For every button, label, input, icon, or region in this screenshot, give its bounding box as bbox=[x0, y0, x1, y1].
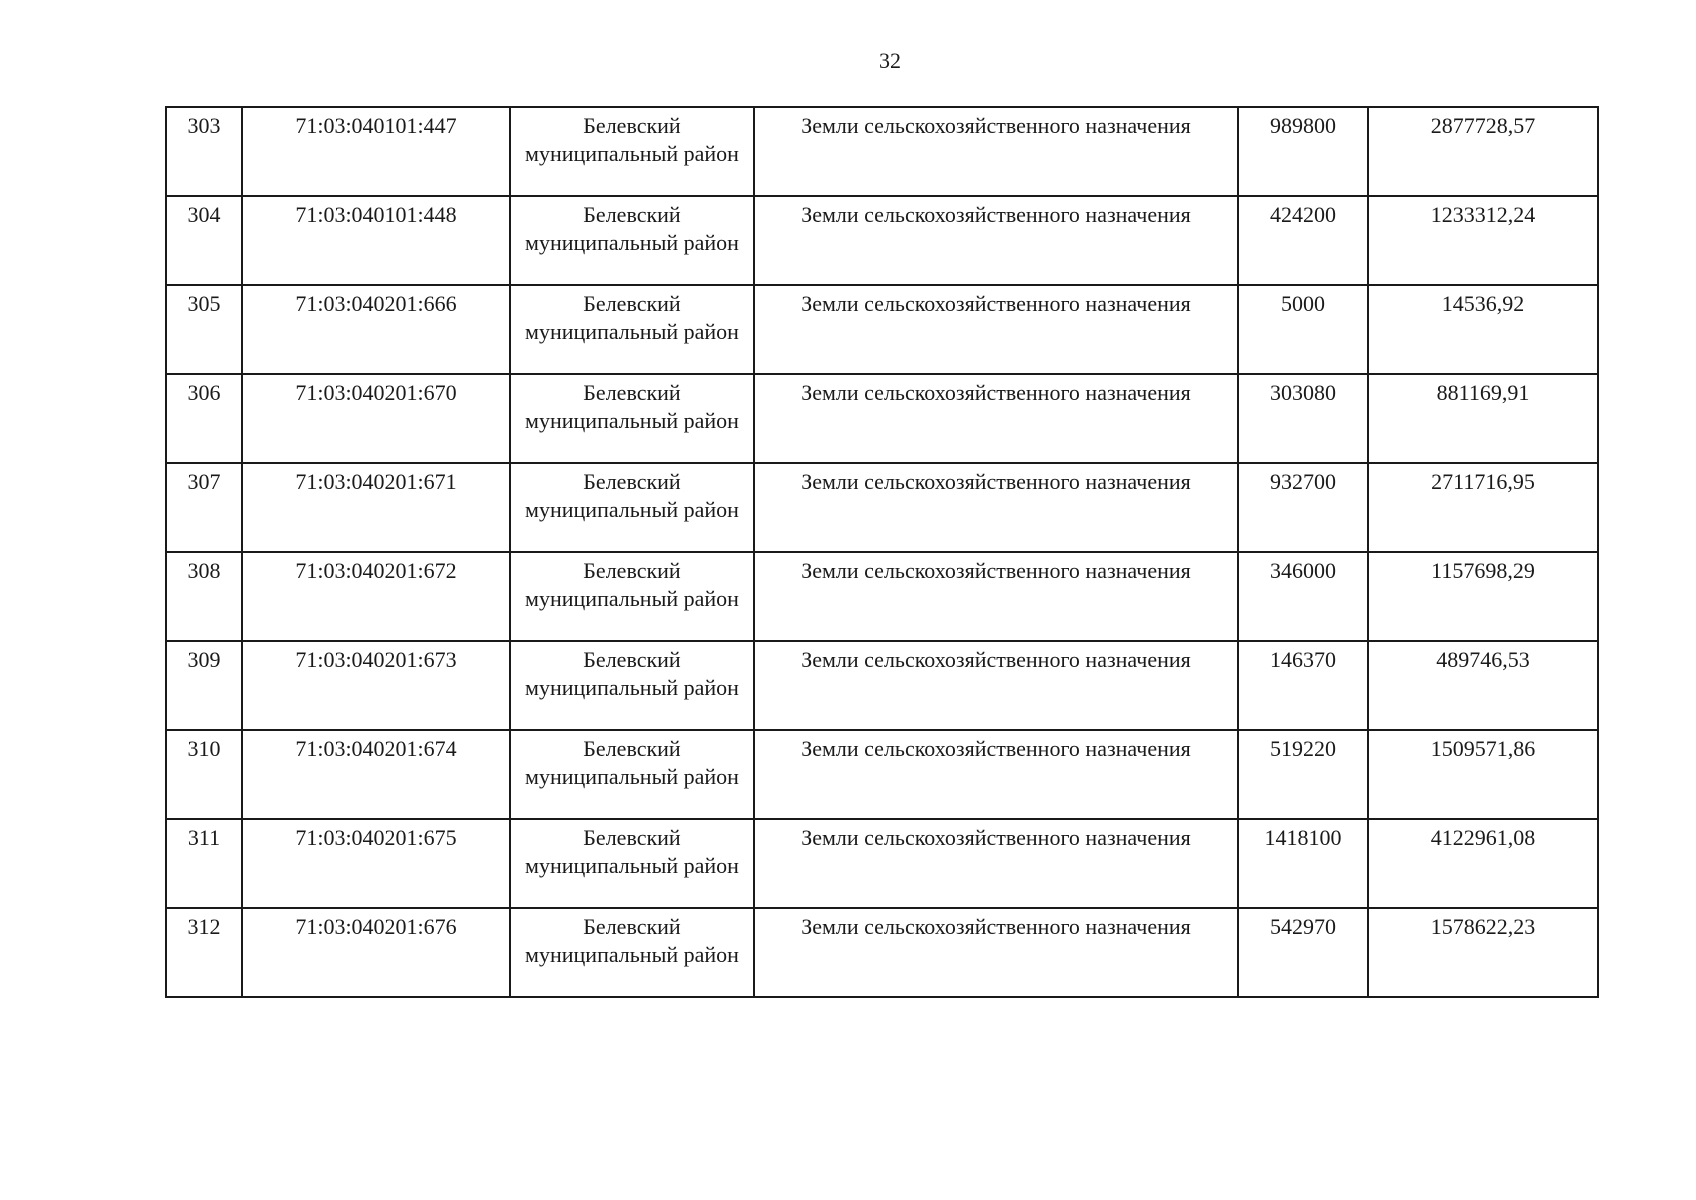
cadastral-value: 1233312,24 bbox=[1368, 196, 1598, 285]
cadastral-number: 71:03:040101:448 bbox=[242, 196, 510, 285]
area: 519220 bbox=[1238, 730, 1368, 819]
row-number: 307 bbox=[166, 463, 242, 552]
row-number: 305 bbox=[166, 285, 242, 374]
cadastral-number: 71:03:040201:671 bbox=[242, 463, 510, 552]
area: 542970 bbox=[1238, 908, 1368, 997]
land-category: Земли сельскохозяйственного назначения bbox=[754, 285, 1238, 374]
table-row bbox=[166, 819, 1598, 908]
cadastral-value: 2711716,95 bbox=[1368, 463, 1598, 552]
row-number: 306 bbox=[166, 374, 242, 463]
land-category: Земли сельскохозяйственного назначения bbox=[754, 107, 1238, 196]
page-number: 32 bbox=[879, 48, 901, 73]
cadastral-number: 71:03:040101:447 bbox=[242, 107, 510, 196]
cadastral-value: 489746,53 bbox=[1368, 641, 1598, 730]
cadastral-value: 14536,92 bbox=[1368, 285, 1598, 374]
cadastral-number: 71:03:040201:674 bbox=[242, 730, 510, 819]
district: Белевский муниципальный район bbox=[510, 285, 754, 374]
cadastral-value: 2877728,57 bbox=[1368, 107, 1598, 196]
row-number: 309 bbox=[166, 641, 242, 730]
row-number: 308 bbox=[166, 552, 242, 641]
area: 5000 bbox=[1238, 285, 1368, 374]
cadastral-number: 71:03:040201:670 bbox=[242, 374, 510, 463]
district: Белевский муниципальный район bbox=[510, 730, 754, 819]
cadastral-number: 71:03:040201:673 bbox=[242, 641, 510, 730]
table-row bbox=[166, 196, 1598, 285]
cadastral-number: 71:03:040201:676 bbox=[242, 908, 510, 997]
area: 346000 bbox=[1238, 552, 1368, 641]
land-category: Земли сельскохозяйственного назначения bbox=[754, 196, 1238, 285]
row-number: 303 bbox=[166, 107, 242, 196]
cadastral-value: 1578622,23 bbox=[1368, 908, 1598, 997]
row-number: 310 bbox=[166, 730, 242, 819]
cadastral-number: 71:03:040201:672 bbox=[242, 552, 510, 641]
table-row bbox=[166, 463, 1598, 552]
area: 303080 bbox=[1238, 374, 1368, 463]
table-body bbox=[166, 107, 1598, 997]
district: Белевский муниципальный район bbox=[510, 641, 754, 730]
area: 1418100 bbox=[1238, 819, 1368, 908]
area: 424200 bbox=[1238, 196, 1368, 285]
table-row bbox=[166, 374, 1598, 463]
land-category: Земли сельскохозяйственного назначения bbox=[754, 908, 1238, 997]
district: Белевский муниципальный район bbox=[510, 463, 754, 552]
district: Белевский муниципальный район bbox=[510, 107, 754, 196]
row-number: 304 bbox=[166, 196, 242, 285]
cadastral-value: 1509571,86 bbox=[1368, 730, 1598, 819]
area: 146370 bbox=[1238, 641, 1368, 730]
row-number: 311 bbox=[166, 819, 242, 908]
district: Белевский муниципальный район bbox=[510, 908, 754, 997]
district: Белевский муниципальный район bbox=[510, 552, 754, 641]
table-row bbox=[166, 641, 1598, 730]
cadastral-value: 1157698,29 bbox=[1368, 552, 1598, 641]
cadastral-value: 881169,91 bbox=[1368, 374, 1598, 463]
table-row bbox=[166, 730, 1598, 819]
area: 989800 bbox=[1238, 107, 1368, 196]
land-category: Земли сельскохозяйственного назначения bbox=[754, 641, 1238, 730]
cadastral-value: 4122961,08 bbox=[1368, 819, 1598, 908]
cadastral-number: 71:03:040201:666 bbox=[242, 285, 510, 374]
land-category: Земли сельскохозяйственного назначения bbox=[754, 819, 1238, 908]
table-row bbox=[166, 107, 1598, 196]
table-row bbox=[166, 285, 1598, 374]
land-category: Земли сельскохозяйственного назначения bbox=[754, 463, 1238, 552]
cadastral-number: 71:03:040201:675 bbox=[242, 819, 510, 908]
row-number: 312 bbox=[166, 908, 242, 997]
district: Белевский муниципальный район bbox=[510, 374, 754, 463]
table-row bbox=[166, 552, 1598, 641]
area: 932700 bbox=[1238, 463, 1368, 552]
land-category: Земли сельскохозяйственного назначения bbox=[754, 730, 1238, 819]
land-parcels-table bbox=[165, 106, 1599, 998]
district: Белевский муниципальный район bbox=[510, 196, 754, 285]
land-category: Земли сельскохозяйственного назначения bbox=[754, 374, 1238, 463]
land-category: Земли сельскохозяйственного назначения bbox=[754, 552, 1238, 641]
district: Белевский муниципальный район bbox=[510, 819, 754, 908]
table-row bbox=[166, 908, 1598, 997]
